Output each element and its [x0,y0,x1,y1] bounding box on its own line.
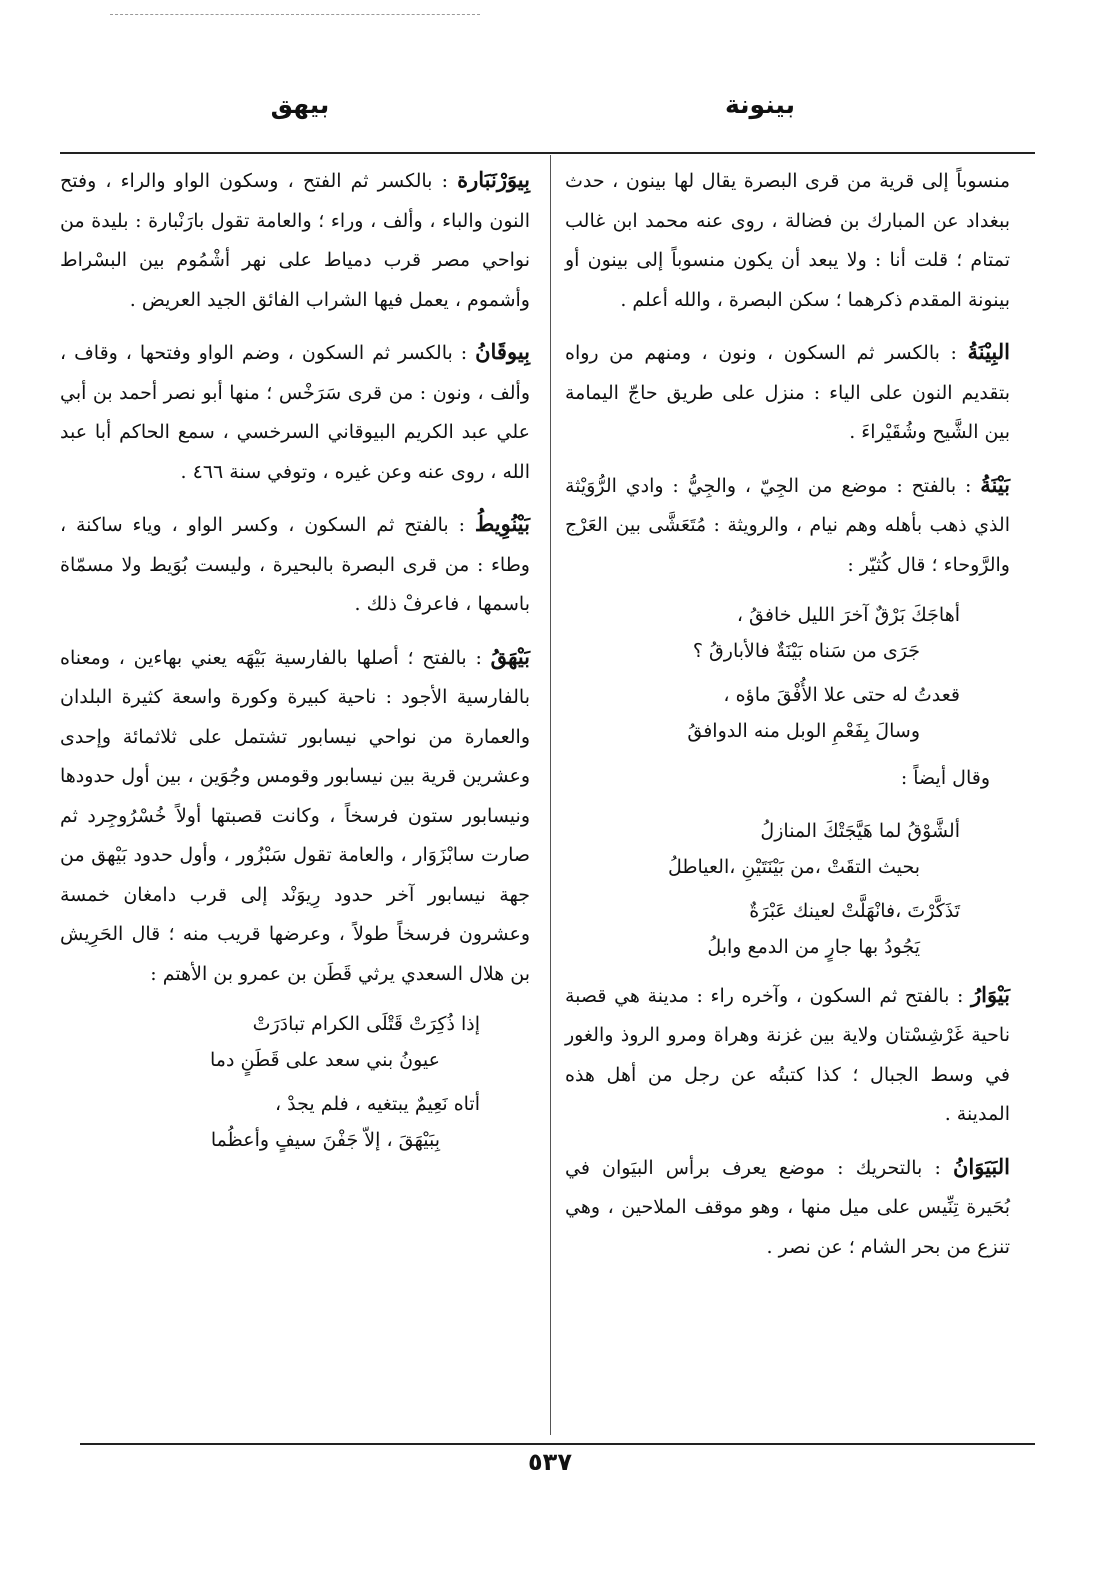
verse-second-hemistich: يَجُودُ بها جارٍ من الدمع وابلُ [707,935,920,958]
entry-headword: البَيَوَانُ [952,1153,1010,1179]
verse [565,677,1010,749]
entry-bayna [565,465,1010,586]
page-number: ٥٣٧ [528,1448,572,1476]
right-column [565,160,1010,1279]
left-column [60,160,530,1168]
verse-second-hemistich: بِبَيْهَقَ ، إلاّ جَفْنَ سيفٍ وأعظُما [210,1129,440,1151]
entry-headword: بِيوَرْنَبَارة [457,167,530,192]
running-header-right: بينونة [724,90,796,119]
entry-headword: بَيْنُوِيطُ [474,511,530,536]
column-divider [550,155,551,1435]
entry-text: : بالفتح ؛ أصلها بالفارسية بَيْهَه يعني بهاءين ، ومعناه بالفارسية الأجود : ناحية كبيرة وكورة واسعة كثيرة البلدان والعمارة من نواحي نيسابور تشتمل على ثلاثمائة وإحدى وعشرين قرية بين نيسابور وقومس وجُوَين ، بين أول حدودها ونيسابور ستون فرسخاً ، وكانت قصبتها أولاً خُسْرُوجِرد ثم صارت سابْزَوَار ، والعامة تقول سَبْزُور ، وأول حدود بَيْهق من جهة نيسابور آخر حدود رِيوَنْد إلى قرب دامغان خمسة وعشرون فرسخاً طولاً ، وعرضها قريب منه ؛ قال الحَرِيش بن هلال السعدي يرثي قَطَن بن عمرو بن الأهتم : [60,646,530,985]
verse-first-hemistich: أتاه نَعِيمٌ يبتغيه ، فلم يجدْ ، [274,1093,480,1115]
entry-albayawan [565,1147,1010,1268]
scan-edge-mark [110,14,480,15]
entry-text: : بالكسر ثم الفتح ، وسكون الواو والراء ، وفتح النون والباء ، وألف ، وراء ؛ والعامة تقول بارَنْبارة : بليدة من نواحي مصر قرب دمياط على نهر أشْمُوم بين البسْراط وأشموم ، يعمل فيها الشراب الفائق الجيد العريض . [60,170,530,311]
verse [60,1006,530,1078]
verse-first-hemistich: قعدتُ له حتى علا الأُفْقَ ماؤه ، [723,684,960,706]
entry-baywar [565,975,1010,1135]
entry-text: : بالكسر ثم السكون ، ونون ، ومنهم من رواه بتقديم النون على الياء : منزل على طريق حاجّ اليمامة بين الشَّيح وشُقَيْراءَ . [565,342,1010,443]
entry-biyurnbara [60,160,530,320]
entry-continuation [565,160,1010,320]
verse [565,597,1010,669]
footer-rule [80,1443,1035,1445]
entry-albina [565,332,1010,453]
verse [565,893,1010,965]
header-rule [60,152,1035,154]
verse-first-hemistich: ألشَّوْقُ لما هَيَّجَتْكَ المنازلُ [760,819,960,842]
entry-text: : بالتحريك : موضع يعرف برأس البيَوان في بُحَيرة تِنِّيس على ميل منها ، وهو موقف الملاحين ، وهي تنزع من بحر الشام ؛ عن نصر . [565,1156,1010,1258]
verse-second-hemistich: جَرَى من سَناه بَيْنَةٌ فالأبارقُ ؟ [692,640,920,662]
entry-text: : بالفتح : موضع من الجِيّ ، والجِيُّ : وادي الرُّوَيْثة الذي ذهب بأهله وهم نيام ، والرويثة : مُتَعَشَّى بين العَرْج والرَّوحاء ؛ قال كُثيّر : [565,474,1010,576]
verse-second-hemistich: بحيث التقَتْ ،من بَيْنَتَيْنِ ،العياطلُ [667,855,920,878]
entry-baynuwit [60,504,530,625]
verse-first-hemistich: أهاجَكَ بَرْقٌ آخرَ الليل خافقُ ، [736,604,960,626]
entry-text: : بالفتح ثم السكون ، وآخره راء : مدينة هي قصبة ناحية غَرْشِسْتان ولاية بين غزنة وهراة ومرو الروذ والغور في وسط الجبال ؛ كذا كتبتُه عن رجل من أهل هذه المدينة . [565,984,1010,1125]
verse-second-hemistich: عيونُ بني سعد على قَطَنٍ دما [210,1049,440,1071]
entry-headword: البِيْنَةُ [967,339,1010,364]
entry-biyuqan [60,332,530,492]
entry-headword: بَيْهَقُ [490,643,530,669]
entry-text: منسوباً إلى قرية من قرى البصرة يقال لها بينون ، حدث ببغداد عن المبارك بن فضالة ، روى عنه محمد ابن غالب تمتام ؛ قلت أنا : ولا يبعد أن يكون منسوباً إلى بينون أو بينونة المقدم ذكرهما ؛ سكن البصرة ، والله أعلم . [565,170,1010,311]
entry-headword: بَيْنَةُ [980,471,1010,497]
verse-second-hemistich: وسالَ بِفَعْمِ الوبل منه الدوافقُ [687,720,920,742]
verse-first-hemistich: إذا ذُكِرَتْ قَتْلَى الكرام تبادَرَتْ [252,1013,480,1035]
entry-text: : بالفتح ثم السكون ، وكسر الواو ، وياء ساكنة ، وطاء : من قرى البصرة بالبحيرة ، وليست بُوَيط ولا مسمّاة باسمها ، فاعرفْ ذلك . [60,514,530,615]
verse [565,813,1010,885]
verse-first-hemistich: تَذَكَّرْتَ ،فانْهَلَّتْ لعينك عَبْرَةٌ [749,899,960,922]
entry-headword: بَيْوَارُ [970,981,1010,1007]
poem-kuthayyir-2 [565,813,1010,965]
entry-bayhaq [60,637,530,995]
verse [60,1086,530,1158]
entry-headword: بِيوقَانُ [475,339,530,364]
poem-harish [60,1006,530,1158]
poem-kuthayyir [565,597,1010,749]
poem-intro: وقال أيضاً : [900,767,990,789]
entry-text: : بالكسر ثم السكون ، وضم الواو وفتحها ، وقاف ، وألف ، ونون : من قرى سَرَخْس ؛ منها أبو نصر أحمد بن أبي علي عبد الكريم البيوقاني السرخسي ، سمع الحاكم أبا عبد الله ، روى عنه وعن غيره ، وتوفي سنة ٤٦٦ . [60,342,530,483]
running-header-left: بيهق [270,90,330,119]
